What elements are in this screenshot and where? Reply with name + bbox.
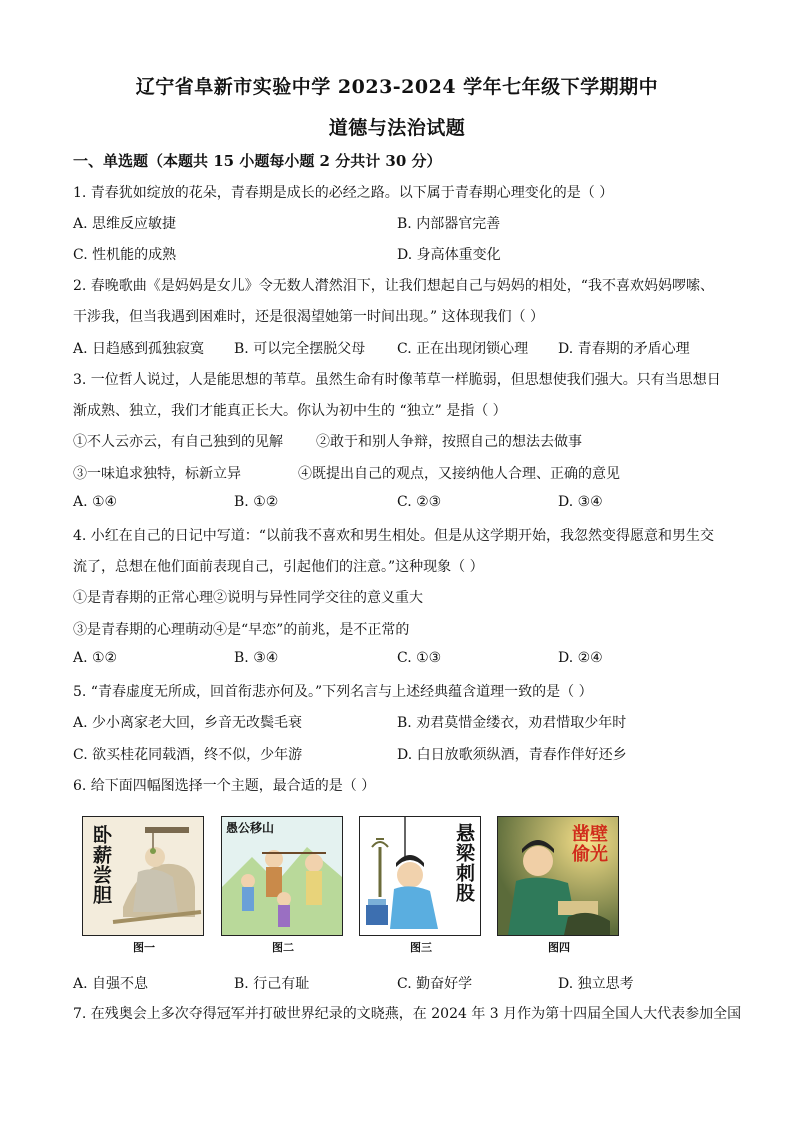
q3-statement-3: ③一味追求独特，标新立异 xyxy=(73,466,241,482)
question-3-stem-line1: 3. 一位哲人说过，人是能思想的苇草。虽然生命有时像苇草一样脆弱，但思想使我们强大。只有当思想日 xyxy=(73,372,721,388)
q1-option-a: A. 思维反应敏捷 xyxy=(73,216,177,232)
question-5-stem: 5. “青春虚度无所成，回首衔悲亦何及。”下列名言与上述经典蕴含道理一致的是（ ） xyxy=(73,684,593,700)
question-3-stem-line2: 渐成熟、独立，我们才能真正长大。你认为初中生的 “独立” 是指（ ） xyxy=(73,403,507,419)
q6-option-d: D. 独立思考 xyxy=(558,976,634,992)
q4-option-b: B. ③④ xyxy=(234,650,279,666)
q2-option-d: D. 青春期的矛盾心理 xyxy=(558,341,690,357)
figure-3-caption: 图三 xyxy=(410,941,432,954)
q5-option-b: B. 劝君莫惜金缕衣，劝君惜取少年时 xyxy=(397,715,627,731)
q2-option-a: A. 日趋感到孤独寂寞 xyxy=(73,341,205,357)
q6-option-c: C. 勤奋好学 xyxy=(397,976,473,992)
q4-option-a: A. ①② xyxy=(73,650,118,666)
q3-statement-2: ②敢于和别人争辩，按照自己的想法去做事 xyxy=(316,434,582,450)
figure-4-title: 凿壁偷光 xyxy=(572,824,608,865)
q5-option-c: C. 欲买桂花同载酒，终不似，少年游 xyxy=(73,747,303,763)
figure-3-xuan-liang-ci-gu xyxy=(359,816,481,936)
q2-option-c: C. 正在出现闭锁心理 xyxy=(397,341,529,357)
q3-statement-1: ①不人云亦云，有自己独到的见解 xyxy=(73,434,283,450)
section-heading: 一、单选题（本题共 15 小题每小题 2 分共计 30 分） xyxy=(73,152,442,170)
q6-option-b: B. 行己有耻 xyxy=(234,976,310,992)
figure-1-caption: 图一 xyxy=(133,941,155,954)
exam-title: 辽宁省阜新市实验中学 2023-2024 学年七年级下学期期中 xyxy=(135,76,659,98)
figure-2-yu-gong-yi-shan xyxy=(221,816,343,936)
question-7-stem: 7. 在残奥会上多次夺得冠军并打破世界纪录的文晓燕，在 2024 年 3 月作为第十四届全国人大代表参加全国 xyxy=(73,1006,742,1022)
figure-1-wo-xin-chang-dan xyxy=(82,816,204,936)
q5-option-a: A. 少小离家老大回，乡音无改鬓毛衰 xyxy=(73,715,303,731)
q4-option-d: D. ②④ xyxy=(558,650,603,666)
q3-option-c: C. ②③ xyxy=(397,494,442,510)
figure-2-caption: 图二 xyxy=(272,941,294,954)
figure-4-caption: 图四 xyxy=(548,941,570,954)
q1-option-c: C. 性机能的成熟 xyxy=(73,247,177,263)
q3-option-a: A. ①④ xyxy=(73,494,118,510)
figure-3-title: 悬梁刺股 xyxy=(453,823,475,903)
question-6-stem: 6. 给下面四幅图选择一个主题，最合适的是（ ） xyxy=(73,778,376,794)
question-2-stem-line2: 干涉我，但当我遇到困难时，还是很渴望她第一时间出现。” 这体现我们（ ） xyxy=(73,309,545,325)
figure-4-zao-bi-tou-guang xyxy=(497,816,619,936)
question-2-stem-line1: 2. 春晚歌曲《是妈妈是女儿》令无数人潸然泪下，让我们想起自己与妈妈的相处，“我不喜欢妈妈啰嗦、 xyxy=(73,278,714,294)
q1-option-d: D. 身高体重变化 xyxy=(397,247,501,263)
question-4-stem-line1: 4. 小红在自己的日记中写道：“以前我不喜欢和男生相处。但是从这学期开始，我忽然变得愿意和男生交 xyxy=(73,528,714,544)
q5-option-d: D. 白日放歌须纵酒，青春作伴好还乡 xyxy=(397,747,627,763)
question-4-stem-line2: 流了，总想在他们面前表现自己，引起他们的注意。”这种现象（ ） xyxy=(73,559,484,575)
q2-option-b: B. 可以完全摆脱父母 xyxy=(234,341,366,357)
question-1-stem: 1. 青春犹如绽放的花朵，青春期是成长的必经之路。以下属于青春期心理变化的是（ ） xyxy=(73,185,614,201)
q3-option-d: D. ③④ xyxy=(558,494,603,510)
figure-1-title: 卧薪尝胆 xyxy=(90,825,112,905)
q4-option-c: C. ①③ xyxy=(397,650,442,666)
q3-statement-4: ④既提出自己的观点，又接纳他人合理、正确的意见 xyxy=(298,466,620,482)
q4-statements-1-2: ①是青春期的正常心理②说明与异性同学交往的意义重大 xyxy=(73,590,423,606)
q6-option-a: A. 自强不息 xyxy=(73,976,149,992)
figure-2-title: 愚公移山 xyxy=(226,821,275,835)
q3-option-b: B. ①② xyxy=(234,494,279,510)
q4-statements-3-4: ③是青春期的心理萌动④是“早恋”的前兆，是不正常的 xyxy=(73,622,410,638)
q1-option-b: B. 内部器官完善 xyxy=(397,216,501,232)
exam-subject: 道德与法治试题 xyxy=(328,117,466,139)
